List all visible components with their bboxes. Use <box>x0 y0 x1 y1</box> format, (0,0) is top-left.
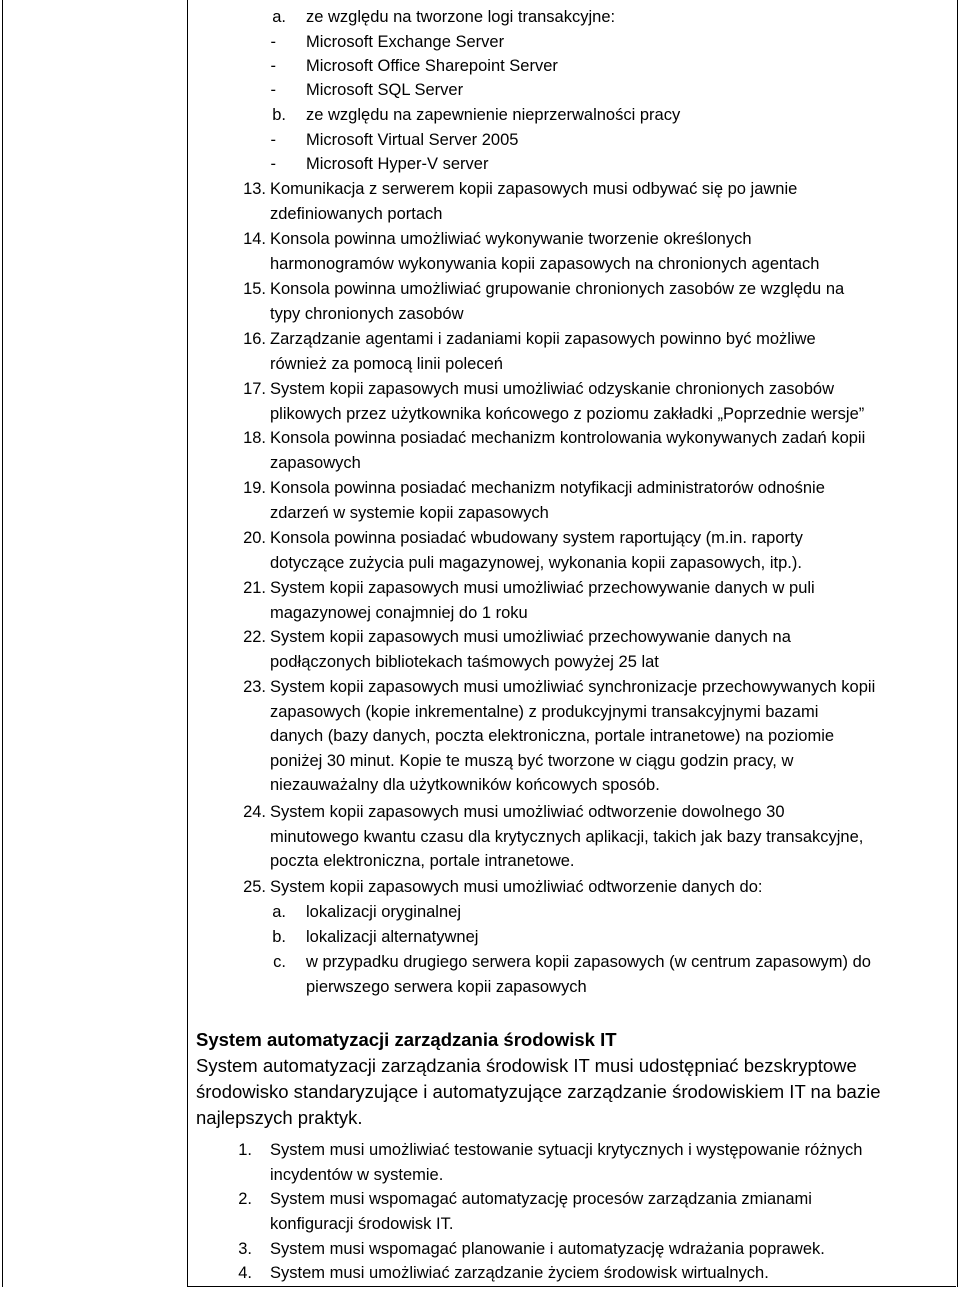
list-item <box>270 78 464 103</box>
item-text-line: zdarzeń w systemie kopii zapasowych <box>270 503 549 522</box>
section-item-1 <box>238 1138 863 1187</box>
list-item <box>270 152 489 177</box>
numbered-item-13 <box>243 177 798 226</box>
item-number: 20. <box>243 529 266 547</box>
item-number: 2. <box>238 1190 252 1208</box>
list-marker: - <box>270 131 276 149</box>
left-border <box>2 0 3 1287</box>
list-item-text: lokalizacji alternatywnej <box>306 928 479 946</box>
item-text-line: incydentów w systemie. <box>270 1165 444 1184</box>
list-item-text: Microsoft Office Sharepoint Server <box>306 57 558 75</box>
numbered-item-18 <box>243 426 866 475</box>
numbered-item-14 <box>243 227 820 276</box>
numbered-item-15 <box>243 277 845 326</box>
item-text-line: plikowych przez użytkownika końcowego z poziomu zakładki „Poprzednie wersje” <box>270 404 865 423</box>
restore-option-item <box>272 925 479 950</box>
item-text-line: System musi umożliwiać zarządzanie życiem środowisk wirtualnych. <box>270 1264 769 1282</box>
item-text-line: niezauważalny dla użytkowników końcowych sposób. <box>270 776 660 794</box>
list-item-text: pierwszego serwera kopii zapasowych <box>306 977 587 996</box>
item-text-line: System musi wspomagać automatyzację procesów zarządzania zmianami <box>270 1190 812 1208</box>
item-text-line: Konsola powinna umożliwiać grupowanie chronionych zasobów ze względu na <box>270 280 845 298</box>
numbered-item-20 <box>243 526 803 575</box>
list-marker: c. <box>273 953 286 971</box>
item-number: 15. <box>243 280 266 298</box>
restore-option-item <box>273 950 871 999</box>
item-text-line: System kopii zapasowych musi umożliwiać odtworzenie danych do: <box>270 878 763 896</box>
item-number: 3. <box>238 1240 252 1258</box>
list-marker: b. <box>272 928 286 946</box>
section-item-3 <box>238 1237 825 1262</box>
item-text-line: System kopii zapasowych musi umożliwiać przechowywanie danych na <box>270 628 791 646</box>
item-text-line: poniżej 30 minut. Kopie te muszą być tworzone w ciągu godzin pracy, w <box>270 751 794 770</box>
item-text-line: również za pomocą linii poleceń <box>270 354 503 373</box>
item-text-line: zapasowych (kopie inkrementalne) z produkcyjnymi transakcyjnymi bazami <box>270 702 819 721</box>
item-number: 16. <box>243 330 266 348</box>
item-number: 13. <box>243 180 266 198</box>
list-item-text: lokalizacji oryginalnej <box>306 903 461 921</box>
list-item <box>270 128 519 153</box>
item-number: 23. <box>243 678 266 696</box>
right-border <box>957 0 958 1287</box>
list-item-text: Microsoft Virtual Server 2005 <box>306 131 519 149</box>
numbered-item-23 <box>243 675 876 798</box>
item-text-line: Zarządzanie agentami i zadaniami kopii zapasowych powinno być możliwe <box>270 330 816 348</box>
section-paragraph-line: najlepszych praktyk. <box>196 1107 363 1128</box>
list-item-text: Microsoft Hyper-V server <box>306 155 489 173</box>
item-text-line: podłączonych bibliotekach taśmowych powyżej 25 lat <box>270 652 659 671</box>
section-item-4 <box>238 1261 769 1286</box>
numbered-item-16 <box>243 327 816 376</box>
item-text-line: danych (bazy danych, poczta elektroniczna, portale intranetowe) na poziomie <box>270 727 835 745</box>
item-text-line: magazynowej conajmniej do 1 roku <box>270 603 528 622</box>
list-marker: - <box>270 81 276 99</box>
numbered-item-17 <box>243 377 865 426</box>
section-heading: System automatyzacji zarządzania środowisk IT <box>196 1029 617 1050</box>
list-marker: b. <box>272 106 286 124</box>
list-item <box>272 5 616 30</box>
item-number: 25. <box>243 878 266 896</box>
item-number: 24. <box>243 803 266 821</box>
list-item-text: Microsoft SQL Server <box>306 81 464 99</box>
item-text-line: minutowego kwantu czasu dla krytycznych aplikacji, takich jak bazy transakcyjne, <box>270 827 864 846</box>
item-number: 19. <box>243 479 266 497</box>
item-text-line: harmonogramów wykonywania kopii zapasowych na chronionych agentach <box>270 254 820 273</box>
item-text-line: zapasowych <box>270 453 361 472</box>
item-text-line: Konsola powinna posiadać wbudowany system raportujący (m.in. raporty <box>270 529 803 547</box>
item-number: 1. <box>238 1141 252 1159</box>
item-number: 14. <box>243 230 266 248</box>
item-text-line: Konsola powinna posiadać mechanizm notyfikacji administratorów odnośnie <box>270 479 825 497</box>
item-text-line: Konsola powinna posiadać mechanizm kontrolowania wykonywanych zadań kopii <box>270 429 866 447</box>
column-divider <box>187 0 188 1287</box>
list-item <box>270 54 558 79</box>
item-text-line: System kopii zapasowych musi umożliwiać synchronizacje przechowywanych kopii <box>270 678 876 696</box>
item-text-line: System kopii zapasowych musi umożliwiać odzyskanie chronionych zasobów <box>270 380 834 398</box>
section-block <box>196 1027 881 1131</box>
item-text-line: System kopii zapasowych musi umożliwiać przechowywanie danych w puli <box>270 579 815 597</box>
list-marker: - <box>270 155 276 173</box>
item-text-line: dotyczące zużycia puli magazynowej, wykonania kopii zapasowych, itp.). <box>270 553 802 572</box>
bottom-border <box>187 1286 956 1287</box>
item-text-line: Komunikacja z serwerem kopii zapasowych musi odbywać się po jawnie <box>270 180 798 198</box>
numbered-item-22 <box>243 625 791 674</box>
item-text-line: konfiguracji środowisk IT. <box>270 1214 454 1233</box>
list-marker: - <box>270 57 276 75</box>
numbered-item-24 <box>243 800 864 874</box>
list-item-text: Microsoft Exchange Server <box>306 33 505 51</box>
item-number: 21. <box>243 579 266 597</box>
item-text-line: System musi wspomagać planowanie i automatyzację wdrażania poprawek. <box>270 1240 825 1258</box>
item-text-line: poczta elektroniczna, portale intranetowe. <box>270 852 575 870</box>
section-paragraph-line: środowisko standaryzujące i automatyzujące zarządzanie środowiskiem IT na bazie <box>196 1081 881 1102</box>
list-item-text: ze względu na zapewnienie nieprzerwalności pracy <box>306 106 681 124</box>
list-marker: a. <box>272 903 286 921</box>
item-text-line: typy chronionych zasobów <box>270 304 464 323</box>
section-paragraph-line: System automatyzacji zarządzania środowisk IT musi udostępniać bezskryptowe <box>196 1055 857 1076</box>
item-text-line: zdefiniowanych portach <box>270 204 443 223</box>
item-number: 22. <box>243 628 266 646</box>
list-item <box>270 30 505 55</box>
numbered-item-21 <box>243 576 815 625</box>
list-item-text: w przypadku drugiego serwera kopii zapasowych (w centrum zapasowym) do <box>306 953 871 971</box>
list-marker: a. <box>272 8 286 26</box>
restore-option-item <box>272 900 461 925</box>
list-item <box>272 103 681 128</box>
item-text-line: System kopii zapasowych musi umożliwiać odtworzenie dowolnego 30 <box>270 803 785 821</box>
list-marker: - <box>270 33 276 51</box>
item-number: 18. <box>243 429 266 447</box>
list-item-text: ze względu na tworzone logi transakcyjne: <box>306 8 616 26</box>
item-number: 17. <box>243 380 266 398</box>
section-item-2 <box>238 1187 812 1236</box>
numbered-item-25 <box>243 875 763 900</box>
numbered-item-19 <box>243 476 825 525</box>
item-text-line: System musi umożliwiać testowanie sytuacji krytycznych i występowanie różnych <box>270 1141 863 1159</box>
item-number: 4. <box>238 1264 252 1282</box>
item-text-line: Konsola powinna umożliwiać wykonywanie tworzenie określonych <box>270 230 752 248</box>
